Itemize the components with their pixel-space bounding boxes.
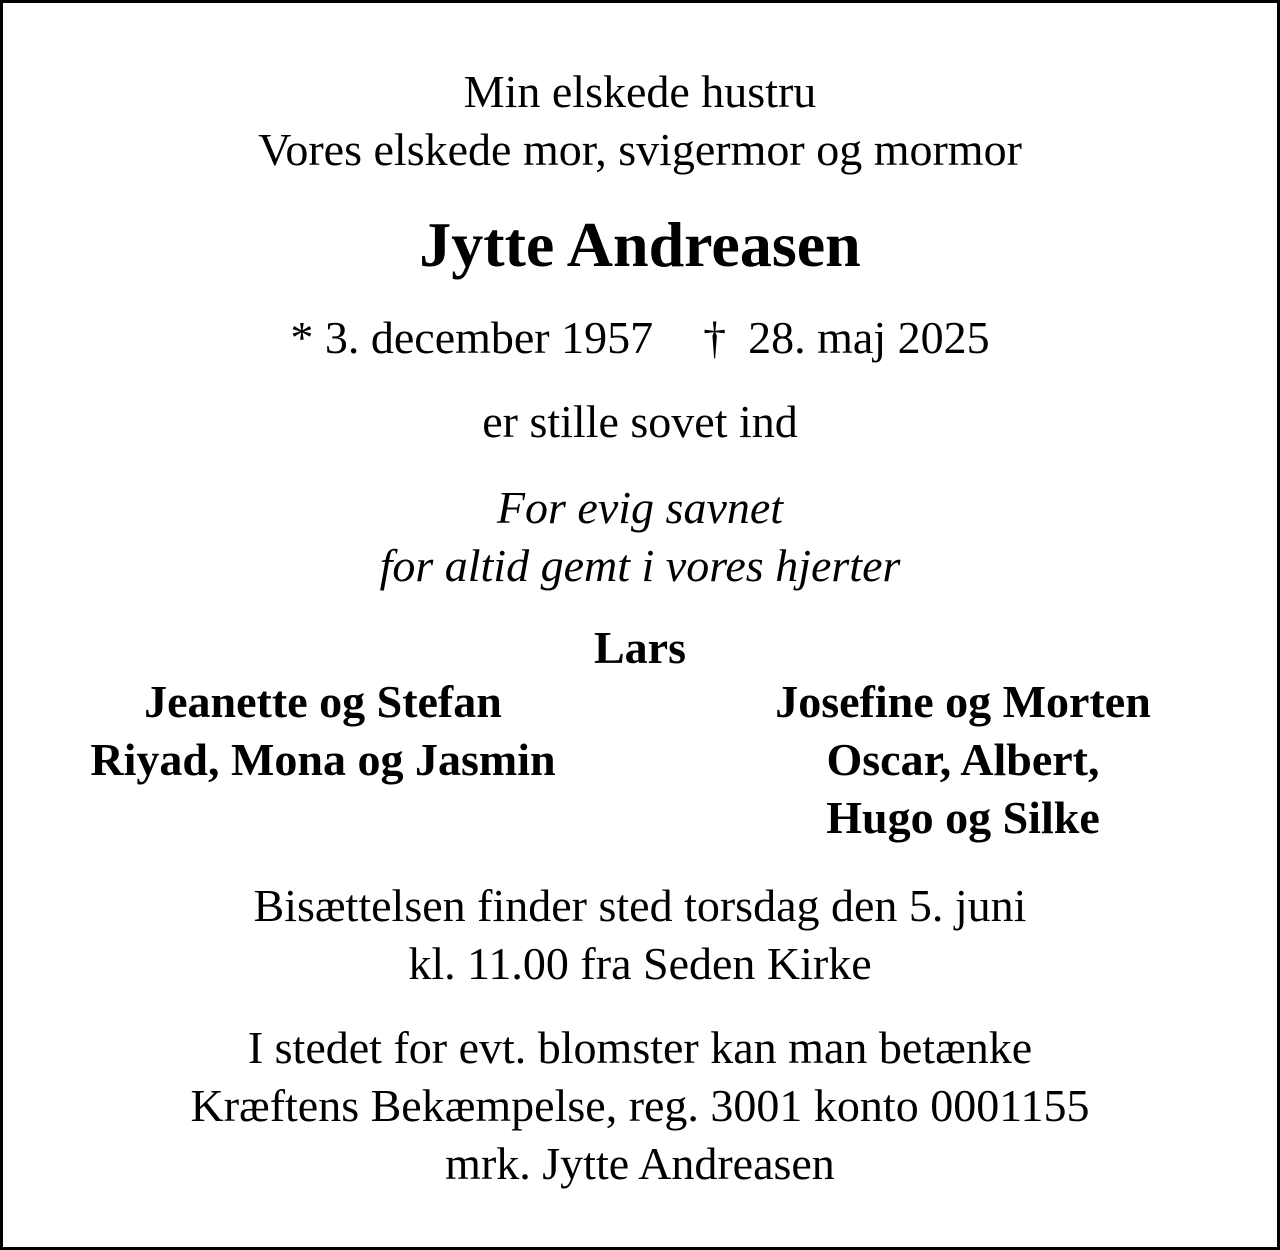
status-text: er stille sovet ind <box>482 396 798 447</box>
family-right-line-2: Oscar, Albert, <box>826 734 1100 785</box>
donation-line-3: mrk. Jytte Andreasen <box>445 1138 835 1189</box>
family-left-line-1: Jeanette og Stefan <box>144 676 502 727</box>
funeral-line-2: kl. 11.00 fra Seden Kirke <box>408 938 872 989</box>
donation-line-2: Kræftens Bekæmpelse, reg. 3001 konto 0001155 <box>190 1080 1090 1131</box>
verse-line-2: for altid gemt i vores hjerter <box>379 540 901 591</box>
funeral-line-1: Bisættelsen finder sted torsdag den 5. juni <box>253 880 1027 931</box>
death-date: 28. maj 2025 <box>748 312 990 363</box>
family-left-column <box>3 676 643 785</box>
spouse-name: Lars <box>594 622 686 673</box>
family-left-line-2: Riyad, Mona og Jasmin <box>90 734 556 785</box>
birth-symbol: * <box>290 312 314 363</box>
intro-line-1: Min elskede hustru <box>463 66 817 117</box>
intro-line-2: Vores elskede mor, svigermor og mormor <box>258 124 1022 175</box>
family-right-line-1: Josefine og Morten <box>775 676 1151 727</box>
family-right-line-3: Hugo og Silke <box>826 792 1100 843</box>
death-cross-icon: † <box>703 312 727 363</box>
donation-line-1: I stedet for evt. blomster kan man betænke <box>247 1022 1033 1073</box>
deceased-name: Jytte Andreasen <box>419 209 861 280</box>
life-dates <box>3 312 1277 363</box>
verse-line-1: For evig savnet <box>496 482 784 533</box>
family-right-column <box>643 676 1280 843</box>
birth-date: 3. december 1957 <box>324 312 654 363</box>
